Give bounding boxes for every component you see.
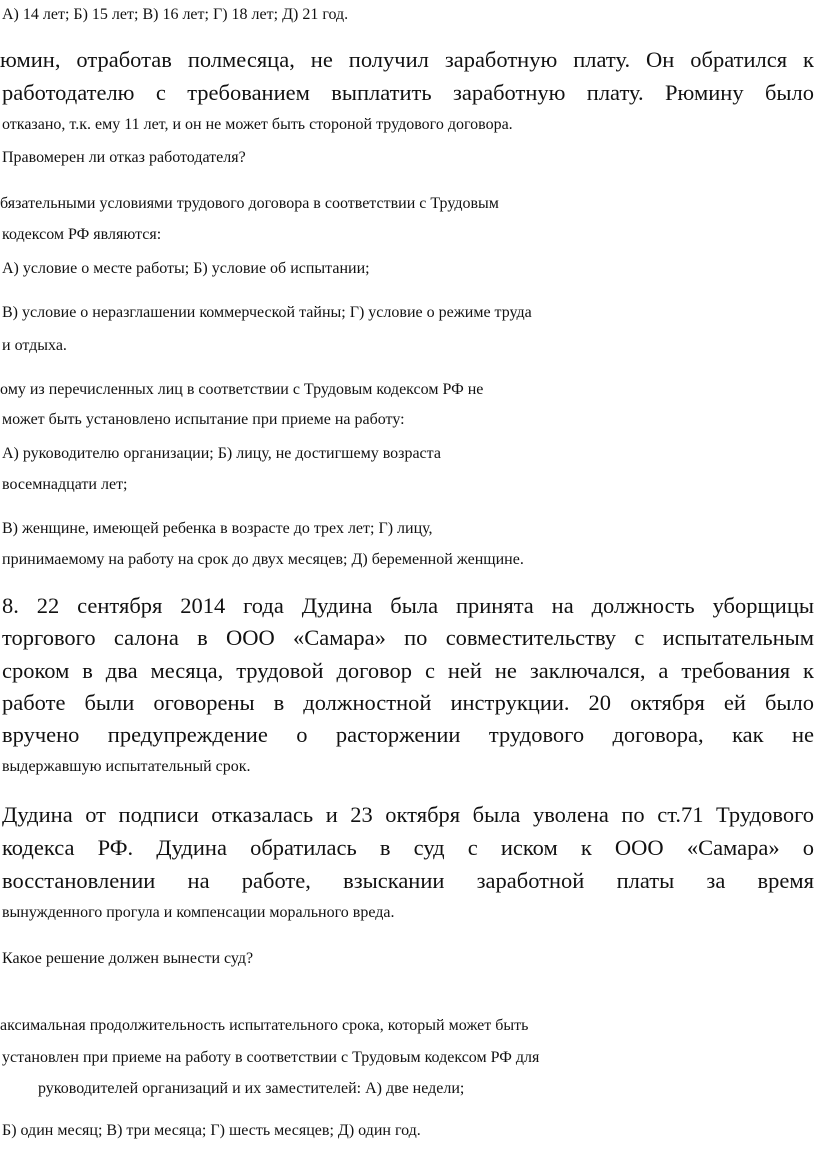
question-probation-option-ab: А) руководителю организации; Б) лицу, не достигшему возраста — [2, 445, 441, 462]
case-dudina-line-2: торгового салона в ООО «Самара» по совместительству с испытательным — [2, 625, 814, 650]
question-probation-option-vg-cont: принимаемому на работу на срок до двух месяцев; Д) беременной женщине. — [2, 551, 524, 568]
case-dudina-question: Какое решение должен вынести суд? — [2, 950, 254, 967]
case-dudina-cont-line-3: восстановлении на работе, взыскании заработной платы за время — [2, 868, 814, 893]
case-dudina-cont-line-2: кодекса РФ. Дудина обратилась в суд с иском к ООО «Самара» о — [2, 835, 814, 860]
question-mandatory-option-ab: А) условие о месте работы; Б) условие об испытании; — [2, 260, 370, 277]
question-mandatory-line-1: бязательными условиями трудового договора в соответствии с Трудовым — [0, 195, 499, 212]
question-mandatory-option-vg-cont: и отдыха. — [2, 337, 67, 354]
case-dudina-line-3: сроком в два месяца, трудовой договор с ней не заключался, а требования к — [2, 658, 814, 683]
case-dudina-line-5: вручено предупреждение о расторжении трудового договора, как не — [2, 722, 814, 747]
question-mandatory-line-2: кодексом РФ являются: — [2, 226, 162, 243]
question-mandatory-option-vg: В) условие о неразглашении коммерческой тайны; Г) условие о режиме труда — [2, 304, 532, 321]
question-ryumin-line-3: отказано, т.к. ему 11 лет, и он не может быть стороной трудового договора. — [2, 116, 513, 133]
question-max-probation-line-3: руководителей организаций и их заместителей: А) две недели; — [38, 1080, 465, 1097]
question-ryumin-line-2: работодателю с требованием выплатить заработную плату. Рюмину было — [2, 80, 814, 105]
answer-options-age: А) 14 лет; Б) 15 лет; В) 16 лет; Г) 18 лет; Д) 21 год. — [2, 6, 349, 23]
question-probation-option-vg: В) женщине, имеющей ребенка в возрасте до трех лет; Г) лицу, — [2, 520, 433, 537]
question-ryumin-line-4: Правомерен ли отказ работодателя? — [2, 149, 246, 166]
question-probation-line-1: ому из перечисленных лиц в соответствии с Трудовым кодексом РФ не — [0, 381, 484, 398]
question-ryumin-line-1: юмин, отработав полмесяца, не получил заработную плату. Он обратился к — [0, 47, 814, 72]
case-dudina-line-1: 8. 22 сентября 2014 года Дудина была принята на должность уборщицы — [2, 593, 814, 618]
case-dudina-line-6: выдержавшую испытательный срок. — [2, 758, 251, 775]
case-dudina-cont-line-1: Дудина от подписи отказалась и 23 октября была уволена по ст.71 Трудового — [2, 802, 814, 827]
case-dudina-cont-line-4: вынужденного прогула и компенсации морального вреда. — [2, 904, 395, 921]
question-max-probation-line-2: установлен при приеме на работу в соответствии с Трудовым кодексом РФ для — [2, 1049, 540, 1066]
question-max-probation-options: Б) один месяц; В) три месяца; Г) шесть месяцев; Д) один год. — [2, 1122, 421, 1139]
question-max-probation-line-1: аксимальная продолжительность испытательного срока, который может быть — [0, 1017, 529, 1034]
question-probation-line-2: может быть установлено испытание при приеме на работу: — [2, 411, 405, 428]
question-probation-option-ab-cont: восемнадцати лет; — [2, 476, 128, 493]
case-dudina-line-4: работе были оговорены в должностной инструкции. 20 октября ей было — [2, 690, 814, 715]
